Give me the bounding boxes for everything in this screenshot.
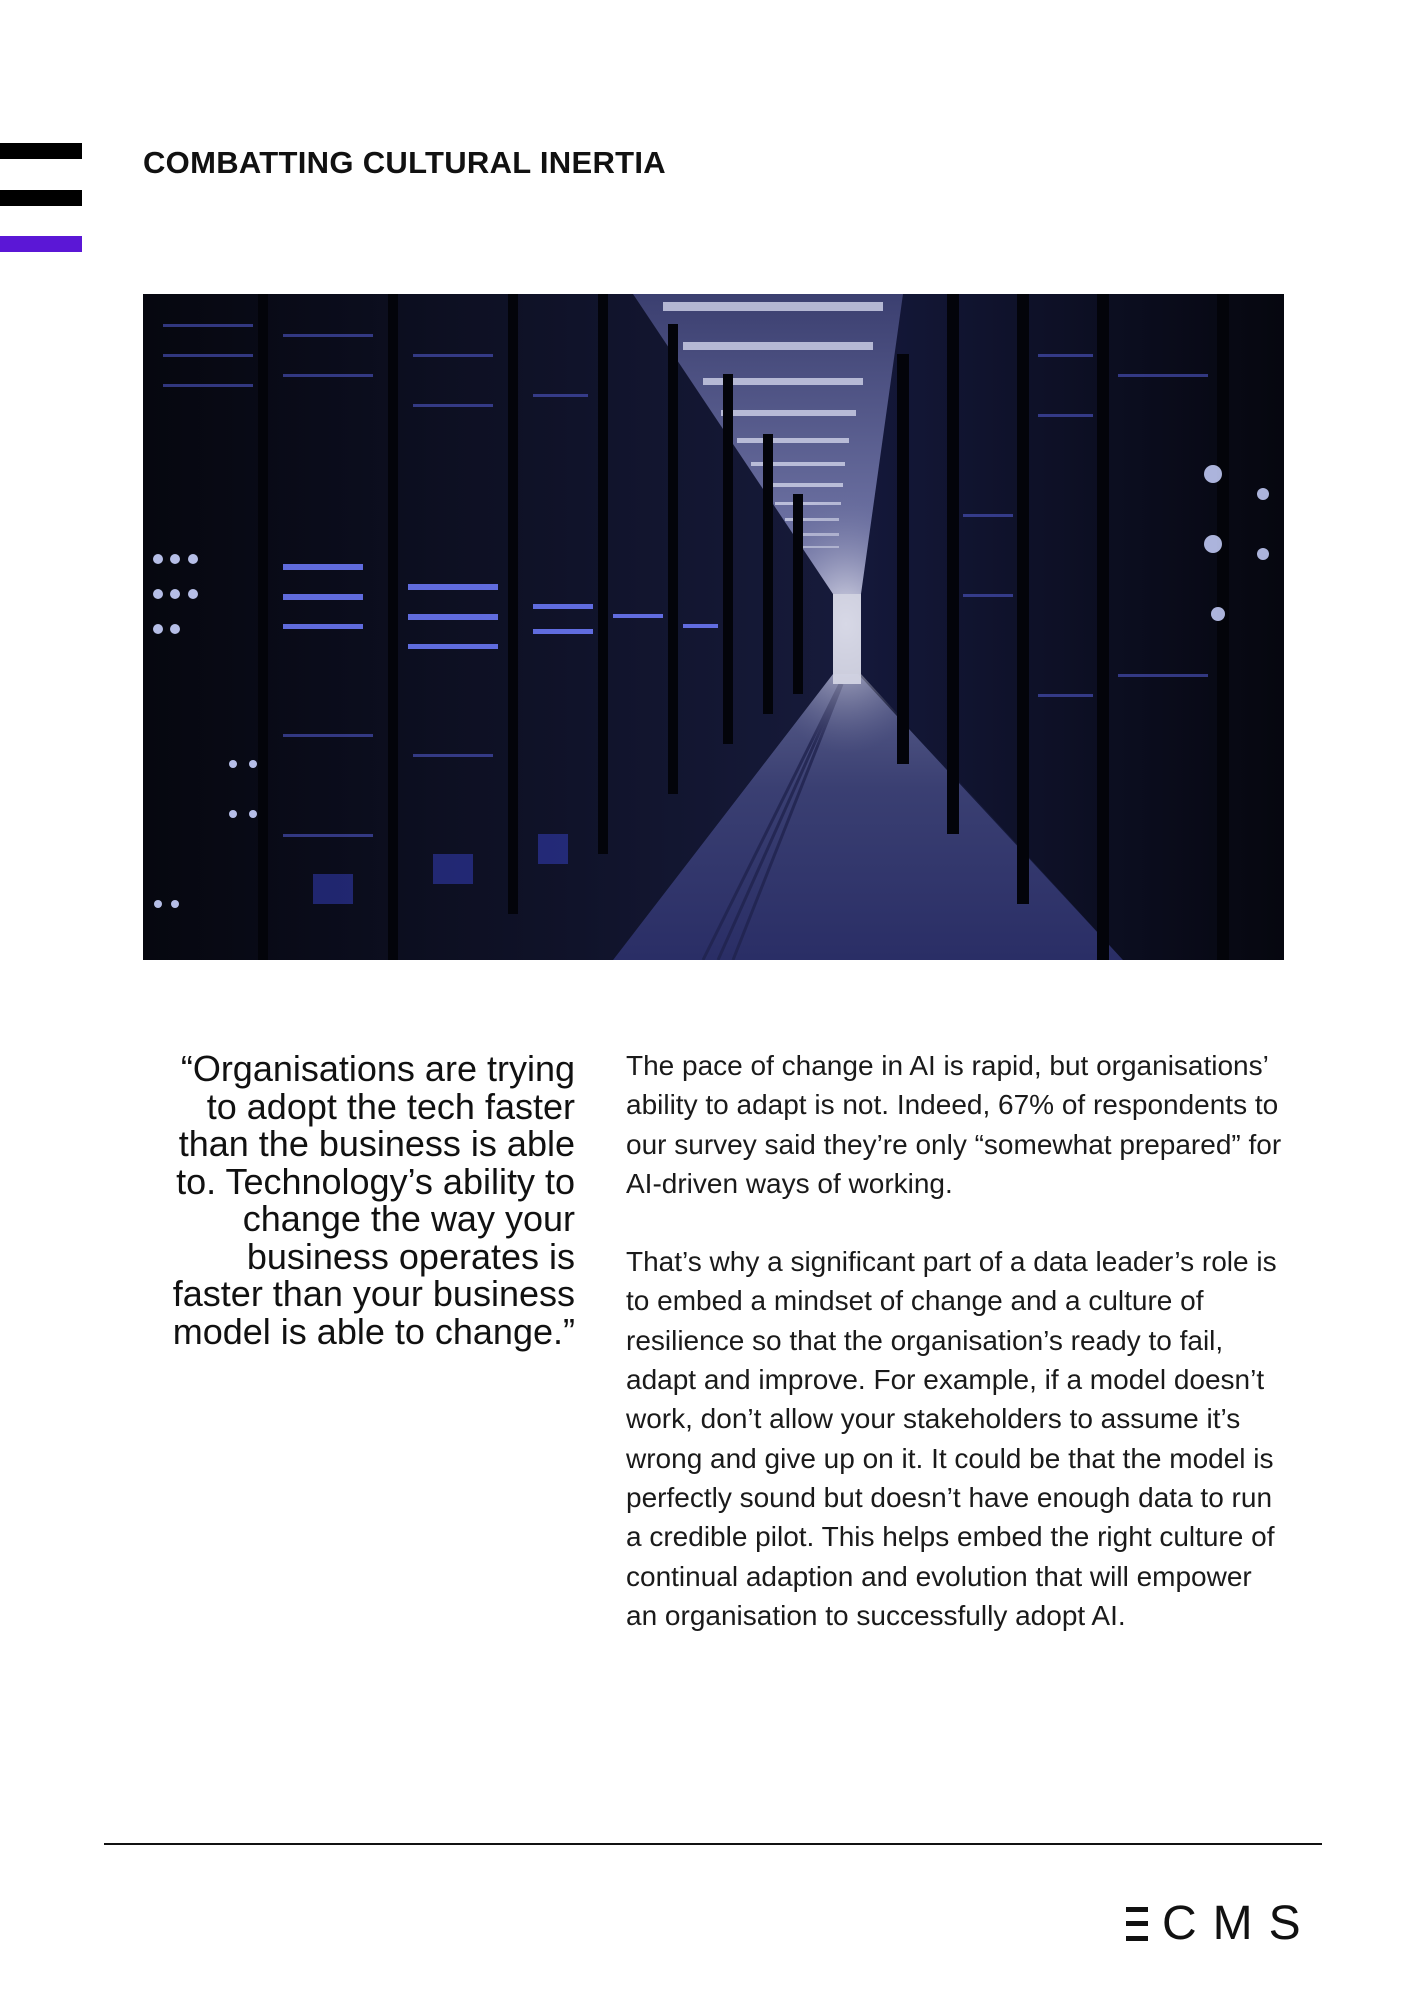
- cms-logo: [1126, 1897, 1317, 1950]
- section-title: COMBATTING CULTURAL INERTIA: [143, 145, 666, 180]
- body-text: [626, 1046, 1286, 1674]
- cms-three-bars-icon: [1126, 1904, 1148, 1944]
- cms-logo-text: CMS: [1162, 1897, 1317, 1950]
- footer-divider: [104, 1843, 1322, 1845]
- body-paragraph: That’s why a significant part of a data leader’s role is to embed a mindset of change and a culture of resilience so that the organisation’s ready to fail, adapt and improve. For example, if a model doesn’t work, don’t allow your stakeholders to assume it’s wrong and give up on it. It could be that the model is perfectly sound but doesn’t have enough data to run a credible pilot. This helps embed the right culture of continual adaption and evolution that will empower an organisation to successfully adopt AI.: [626, 1246, 1277, 1631]
- body-paragraph: The pace of change in AI is rapid, but organisations’ ability to adapt is not. Indeed, 67% of respondents to our survey said they’re only “somewhat prepared” for AI-driven ways of working.: [626, 1050, 1282, 1199]
- marker-bar-middle: [0, 190, 82, 206]
- hero-image: [143, 294, 1284, 960]
- marker-bar-bottom-accent: [0, 236, 82, 252]
- data-center-corridor-illustration: [143, 294, 1284, 960]
- pull-quote: “Organisations are trying to adopt the tech faster than the business is able to. Technology’s ability to change the way your business operates is faster than your business model is able to change.”: [172, 1048, 575, 1352]
- marker-bar-top: [0, 143, 82, 159]
